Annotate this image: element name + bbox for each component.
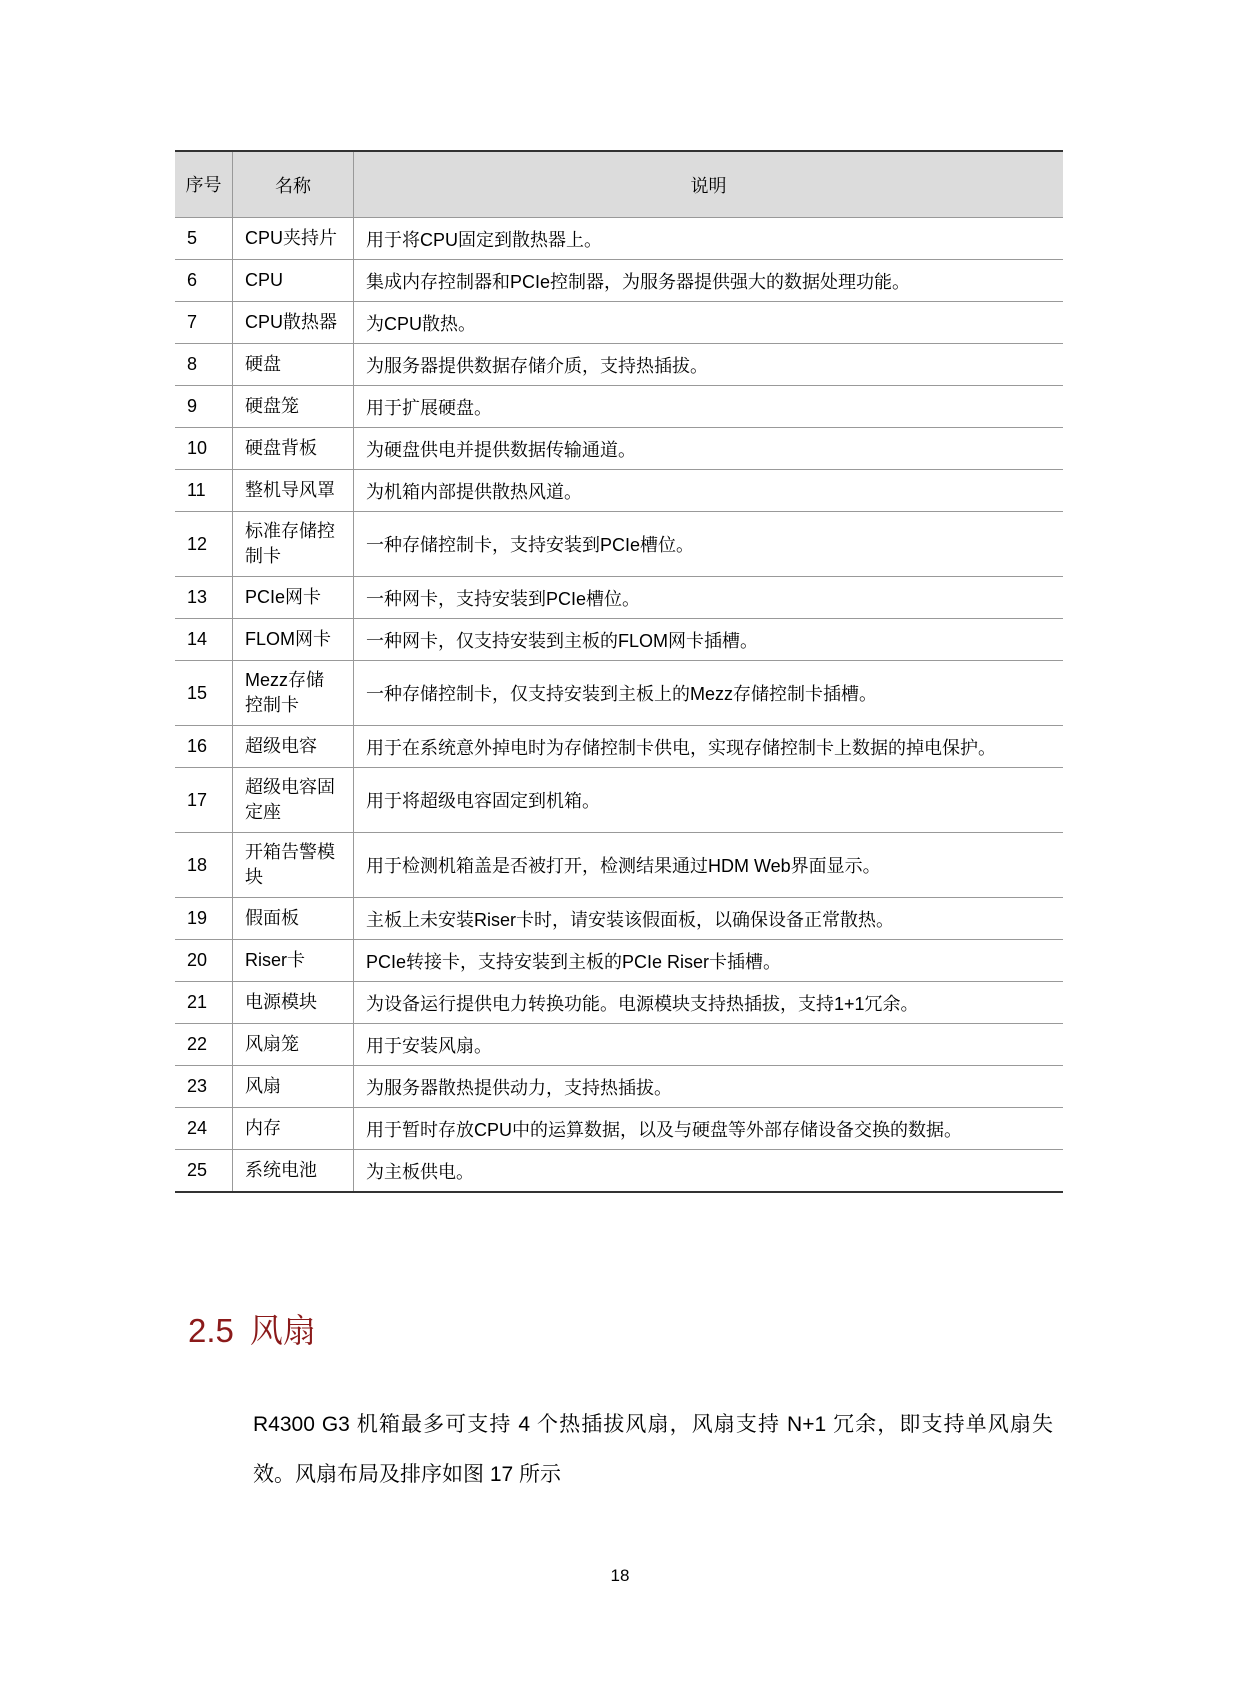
cell-description: 一种存储控制卡，支持安装到PCIe槽位。 bbox=[354, 512, 1064, 577]
table-row bbox=[175, 661, 1063, 726]
cell-description: 主板上未安装Riser卡时，请安装该假面板，以确保设备正常散热。 bbox=[354, 898, 1064, 940]
cell-name: CPU散热器 bbox=[233, 302, 354, 344]
table-row bbox=[175, 577, 1063, 619]
table-row bbox=[175, 833, 1063, 898]
cell-description: 为主板供电。 bbox=[354, 1150, 1064, 1193]
cell-number: 19 bbox=[175, 898, 233, 940]
table-row bbox=[175, 619, 1063, 661]
header-name: 名称 bbox=[233, 151, 354, 218]
table-row bbox=[175, 726, 1063, 768]
cell-description: 用于将CPU固定到散热器上。 bbox=[354, 218, 1064, 260]
table-row bbox=[175, 940, 1063, 982]
cell-name: FLOM网卡 bbox=[233, 619, 354, 661]
table-row bbox=[175, 428, 1063, 470]
cell-description: 用于检测机箱盖是否被打开，检测结果通过HDM Web界面显示。 bbox=[354, 833, 1064, 898]
table-row bbox=[175, 1066, 1063, 1108]
cell-number: 15 bbox=[175, 661, 233, 726]
cell-number: 5 bbox=[175, 218, 233, 260]
cell-number: 16 bbox=[175, 726, 233, 768]
cell-number: 8 bbox=[175, 344, 233, 386]
table-row bbox=[175, 302, 1063, 344]
cell-number: 25 bbox=[175, 1150, 233, 1193]
table-header-row bbox=[175, 151, 1063, 218]
cell-name: 标准存储控制卡 bbox=[233, 512, 354, 577]
cell-description: 为CPU散热。 bbox=[354, 302, 1064, 344]
cell-description: 用于暂时存放CPU中的运算数据，以及与硬盘等外部存储设备交换的数据。 bbox=[354, 1108, 1064, 1150]
cell-name: CPU bbox=[233, 260, 354, 302]
cell-name: 硬盘背板 bbox=[233, 428, 354, 470]
cell-description: 为机箱内部提供散热风道。 bbox=[354, 470, 1064, 512]
table-row bbox=[175, 1024, 1063, 1066]
cell-description: 用于扩展硬盘。 bbox=[354, 386, 1064, 428]
page-number: 18 bbox=[610, 1566, 630, 1585]
cell-number: 21 bbox=[175, 982, 233, 1024]
table-row bbox=[175, 218, 1063, 260]
cell-description: 为服务器散热提供动力，支持热插拔。 bbox=[354, 1066, 1064, 1108]
cell-description: 用于在系统意外掉电时为存储控制卡供电，实现存储控制卡上数据的掉电保护。 bbox=[354, 726, 1064, 768]
cell-name: Mezz存储控制卡 bbox=[233, 661, 354, 726]
cell-number: 10 bbox=[175, 428, 233, 470]
cell-description: 为设备运行提供电力转换功能。电源模块支持热插拔，支持1+1冗余。 bbox=[354, 982, 1064, 1024]
table-row bbox=[175, 1108, 1063, 1150]
cell-name: 硬盘 bbox=[233, 344, 354, 386]
cell-number: 23 bbox=[175, 1066, 233, 1108]
cell-name: CPU夹持片 bbox=[233, 218, 354, 260]
cell-name: 内存 bbox=[233, 1108, 354, 1150]
cell-number: 17 bbox=[175, 768, 233, 833]
section-number: 2.5 bbox=[188, 1312, 234, 1349]
cell-description: 用于将超级电容固定到机箱。 bbox=[354, 768, 1064, 833]
table-row bbox=[175, 470, 1063, 512]
table-row bbox=[175, 512, 1063, 577]
cell-name: 超级电容 bbox=[233, 726, 354, 768]
cell-description: 集成内存控制器和PCIe控制器，为服务器提供强大的数据处理功能。 bbox=[354, 260, 1064, 302]
cell-number: 13 bbox=[175, 577, 233, 619]
cell-name: 风扇笼 bbox=[233, 1024, 354, 1066]
cell-name: PCIe网卡 bbox=[233, 577, 354, 619]
cell-name: 硬盘笼 bbox=[233, 386, 354, 428]
cell-description: PCIe转接卡，支持安装到主板的PCIe Riser卡插槽。 bbox=[354, 940, 1064, 982]
cell-description: 用于安装风扇。 bbox=[354, 1024, 1064, 1066]
section-heading bbox=[188, 1305, 316, 1352]
table-row bbox=[175, 982, 1063, 1024]
cell-name: 开箱告警模块 bbox=[233, 833, 354, 898]
cell-name: 风扇 bbox=[233, 1066, 354, 1108]
cell-description: 一种网卡，仅支持安装到主板的FLOM网卡插槽。 bbox=[354, 619, 1064, 661]
cell-number: 14 bbox=[175, 619, 233, 661]
cell-number: 6 bbox=[175, 260, 233, 302]
cell-name: 超级电容固定座 bbox=[233, 768, 354, 833]
table-row bbox=[175, 768, 1063, 833]
table-row bbox=[175, 386, 1063, 428]
table-row bbox=[175, 344, 1063, 386]
cell-number: 20 bbox=[175, 940, 233, 982]
cell-name: 电源模块 bbox=[233, 982, 354, 1024]
cell-description: 为硬盘供电并提供数据传输通道。 bbox=[354, 428, 1064, 470]
table-body bbox=[175, 218, 1063, 1193]
section-title: 风扇 bbox=[249, 1312, 316, 1349]
cell-number: 24 bbox=[175, 1108, 233, 1150]
cell-number: 18 bbox=[175, 833, 233, 898]
body-paragraph: R4300 G3 机箱最多可支持 4 个热插拔风扇，风扇支持 N+1 冗余，即支持单风扇失效。风扇布局及排序如图 17 所示 bbox=[253, 1413, 1053, 1486]
cell-number: 9 bbox=[175, 386, 233, 428]
cell-description: 为服务器提供数据存储介质，支持热插拔。 bbox=[354, 344, 1064, 386]
cell-description: 一种网卡，支持安装到PCIe槽位。 bbox=[354, 577, 1064, 619]
cell-description: 一种存储控制卡，仅支持安装到主板上的Mezz存储控制卡插槽。 bbox=[354, 661, 1064, 726]
table-row bbox=[175, 898, 1063, 940]
cell-number: 11 bbox=[175, 470, 233, 512]
cell-number: 22 bbox=[175, 1024, 233, 1066]
cell-number: 12 bbox=[175, 512, 233, 577]
header-description: 说明 bbox=[354, 151, 1064, 218]
cell-name: 系统电池 bbox=[233, 1150, 354, 1193]
cell-name: 整机导风罩 bbox=[233, 470, 354, 512]
table-row bbox=[175, 1150, 1063, 1193]
table-row bbox=[175, 260, 1063, 302]
cell-name: Riser卡 bbox=[233, 940, 354, 982]
cell-name: 假面板 bbox=[233, 898, 354, 940]
component-table bbox=[175, 150, 1063, 1193]
header-number: 序号 bbox=[175, 151, 233, 218]
cell-number: 7 bbox=[175, 302, 233, 344]
